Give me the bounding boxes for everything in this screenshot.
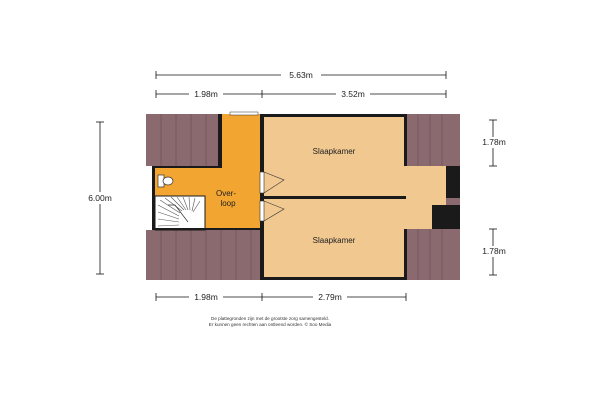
door-bottom: [260, 201, 264, 221]
door-top: [260, 172, 264, 193]
disclaimer: [120, 316, 420, 328]
bedroom-top-floor: [264, 114, 406, 198]
windows: [230, 112, 258, 115]
dim-top-right: 3.52m: [341, 89, 365, 99]
dim-bottom-left: 1.98m: [194, 292, 218, 302]
staircase: [155, 196, 205, 230]
dim-right-bottom: 1.78m: [482, 246, 506, 256]
room-label-landing-2: loop: [220, 199, 236, 208]
disclaimer-line-2: Er kunnen geen rechten aan ontleend worden. © Soo Media: [208, 322, 332, 327]
room-label-bedroom-top: Slaapkamer: [312, 147, 356, 156]
roof-bottom-left: [146, 230, 264, 280]
dim-bottom-right: 2.79m: [318, 292, 342, 302]
dim-total-height: 6.00m: [88, 193, 112, 203]
roof-top-right: [406, 114, 460, 166]
roof-bottom-right: [406, 229, 460, 280]
disclaimer-line-1: De plattegronden zijn met de grootste zorg samengesteld.: [211, 316, 329, 321]
room-label-landing-1: Over-: [216, 189, 236, 198]
dim-top-left: 1.98m: [194, 89, 218, 99]
bedroom-top-extension: [406, 166, 446, 198]
room-label-bedroom-bottom: Slaapkamer: [312, 236, 356, 245]
dim-total-width: 5.63m: [289, 70, 313, 80]
landing-floor: [222, 114, 264, 230]
roof-top-left: [146, 114, 222, 166]
dim-right-top: 1.78m: [482, 137, 506, 147]
